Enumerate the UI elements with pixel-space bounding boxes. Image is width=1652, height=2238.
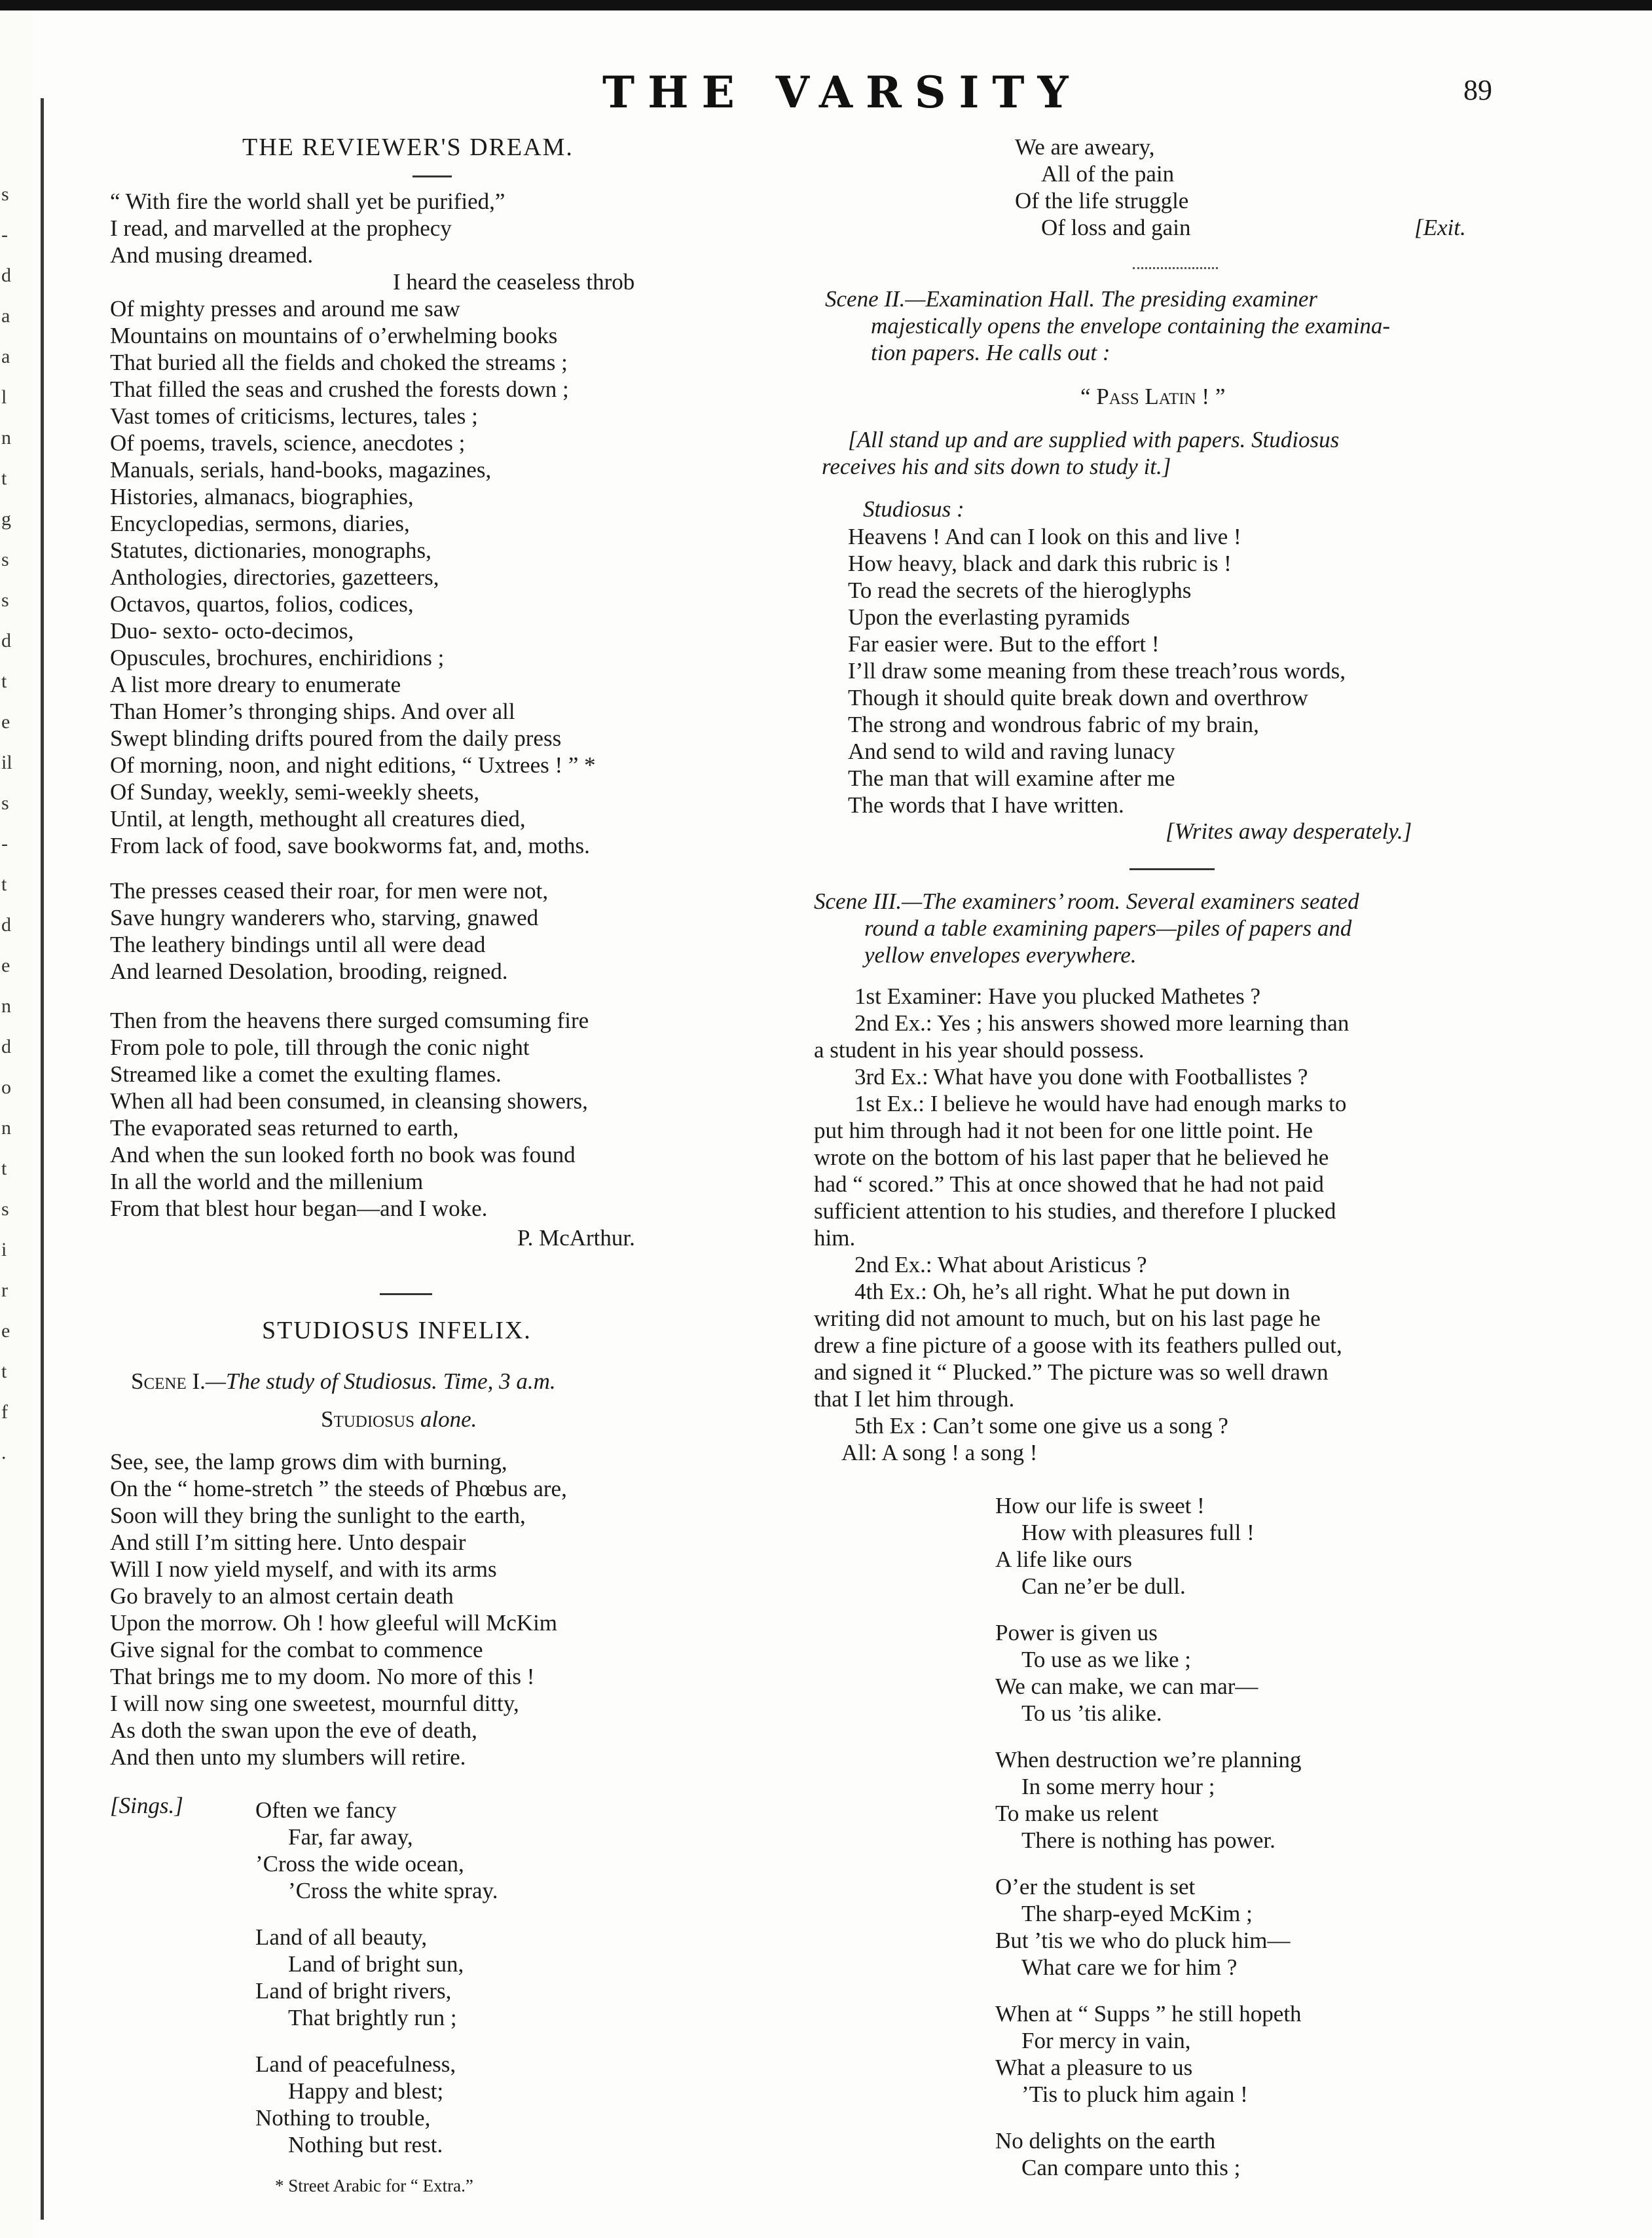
poem-line: Than Homer’s thronging ships. And over all: [110, 699, 515, 724]
margin-fragment: e: [1, 1320, 10, 1342]
song-line: All of the pain: [1041, 161, 1175, 187]
song-line: Land of bright sun,: [288, 1951, 464, 1977]
song-line: There is nothing has power.: [1021, 1827, 1276, 1853]
stage-word: alone.: [420, 1406, 477, 1432]
song-line: We are aweary,: [1015, 134, 1155, 160]
poem-line: Streamed like a comet the exulting flames.: [110, 1061, 502, 1087]
margin-fragments: [1, 183, 21, 1482]
poem-line: Until, at length, methought all creatures died,: [110, 806, 526, 832]
poem-line: That buried all the fields and choked the streams ;: [110, 350, 568, 375]
song-line: How our life is sweet !: [995, 1493, 1205, 1518]
dialogue-line: writing did not amount to much, but on his last page he: [814, 1306, 1321, 1331]
margin-fragment: a: [1, 305, 10, 327]
song-line: The sharp-eyed McKim ;: [1021, 1901, 1253, 1926]
poem-line: Mountains on mountains of o’erwhelming books: [110, 323, 558, 348]
song-line: Happy and blest;: [288, 2078, 444, 2104]
song-line: Can compare unto this ;: [1021, 2155, 1241, 2180]
song-line: To us ’tis alike.: [1021, 1700, 1162, 1726]
scene-heading: round a table examining papers—piles of papers and: [864, 915, 1352, 941]
dialogue-line: All: A song ! a song !: [841, 1440, 1038, 1465]
scene-heading: [131, 1368, 556, 1395]
speech-line: The man that will examine after me: [848, 765, 1175, 791]
poem-line: And musing dreamed.: [110, 242, 314, 268]
speech-line: And still I’m sitting here. Unto despair: [110, 1530, 466, 1555]
speech-line: Far easier were. But to the effort !: [848, 631, 1160, 657]
dialogue-line: and signed it “ Plucked.” The picture was so well drawn: [814, 1359, 1329, 1385]
speech-line: The words that I have written.: [848, 792, 1124, 818]
song-line: For mercy in vain,: [1021, 2028, 1191, 2053]
margin-fragment: s: [1, 792, 9, 814]
scene-description: —The study of Studiosus. Time, 3 a.m.: [205, 1368, 556, 1394]
dialogue-line: 2nd Ex.: What about Aristicus ?: [854, 1252, 1147, 1277]
song-line: Land of bright rivers,: [255, 1978, 452, 2004]
speech-line: Upon the morrow. Oh ! how gleeful will McKim: [110, 1610, 558, 1636]
margin-fragment: n: [1, 1117, 11, 1139]
stage-exit: [Exit.: [1414, 215, 1466, 240]
poem-line: Octavos, quartos, folios, codices,: [110, 591, 414, 617]
stage-direction: receives his and sits down to study it.]: [822, 454, 1171, 479]
page-number: 89: [1463, 74, 1492, 106]
margin-fragment: r: [1, 1279, 8, 1301]
speech-line: Heavens ! And can I look on this and live !: [848, 524, 1241, 549]
dialogue-line: 4th Ex.: Oh, he’s all right. What he put down in: [854, 1279, 1291, 1304]
speech-line: To read the secrets of the hieroglyphs: [848, 578, 1192, 603]
margin-fragment: f: [1, 1401, 8, 1423]
margin-fragment: a: [1, 346, 10, 367]
dialogue-line: 3rd Ex.: What have you done with Footballistes ?: [854, 1064, 1308, 1090]
stage-direction: [All stand up and are supplied with papers. Studiosus: [848, 427, 1340, 452]
scene-heading: majestically opens the envelope containing the examina-: [871, 313, 1391, 339]
margin-fragment: l: [1, 386, 7, 408]
song-line: To use as we like ;: [1021, 1647, 1192, 1672]
song-line: Of the life struggle: [1015, 188, 1189, 213]
song-line: What a pleasure to us: [995, 2055, 1193, 2080]
margin-fragment: -: [1, 224, 8, 246]
poem-line: And learned Desolation, brooding, reigned.: [110, 959, 508, 984]
section-divider: [1133, 267, 1218, 269]
poem-line: From that blest hour began—and I woke.: [110, 1196, 488, 1221]
poem-title: THE REVIEWER'S DREAM.: [242, 134, 574, 161]
margin-fragment: t: [1, 1361, 7, 1382]
margin-fragment: g: [1, 508, 11, 530]
speech-line: And send to wild and raving lunacy: [848, 739, 1175, 764]
song-line: O’er the student is set: [995, 1874, 1196, 1899]
poem-line: When all had been consumed, in cleansing showers,: [110, 1088, 588, 1114]
scene-label: Scene I.: [131, 1368, 206, 1394]
margin-fragment: d: [1, 914, 11, 936]
poem-line: Duo- sexto- octo-decimos,: [110, 618, 354, 644]
margin-fragment: n: [1, 427, 11, 449]
scene-heading: tion papers. He calls out :: [871, 340, 1111, 365]
margin-fragment: t: [1, 468, 7, 489]
song-line: We can make, we can mar—: [995, 1674, 1258, 1699]
binding-gutter-line: [41, 98, 44, 2220]
dialogue-line: 2nd Ex.: Yes ; his answers showed more learning than: [854, 1010, 1349, 1036]
speech-line: That brings me to my doom. No more of this !: [110, 1664, 535, 1689]
poem-line: In all the world and the millenium: [110, 1169, 424, 1194]
poem-line: The leathery bindings until all were dead: [110, 932, 486, 957]
dialogue-line: 5th Ex : Can’t some one give us a song ?: [854, 1413, 1228, 1439]
margin-fragment: o: [1, 1076, 11, 1098]
poem-line: That filled the seas and crushed the forests down ;: [110, 376, 569, 402]
margin-fragment: d: [1, 265, 11, 286]
poem-line: Histories, almanacs, biographies,: [110, 484, 414, 509]
poem-line: Vast tomes of criticisms, lectures, tales ;: [110, 403, 478, 429]
speech-line: How heavy, black and dark this rubric is !: [848, 551, 1232, 576]
dialogue-line: sufficient attention to his studies, and therefore I plucked: [814, 1198, 1336, 1224]
margin-fragment: e: [1, 955, 10, 976]
poem-line: From lack of food, save bookworms fat, and, moths.: [110, 833, 590, 858]
song-line: Often we fancy: [255, 1797, 397, 1823]
speech-line: Will I now yield myself, and with its arms: [110, 1556, 497, 1582]
speech-line: See, see, the lamp grows dim with burning,: [110, 1449, 507, 1475]
margin-fragment: -: [1, 833, 8, 854]
margin-fragment: t: [1, 670, 7, 692]
footnote: * Street Arabic for “ Extra.”: [275, 2176, 473, 2195]
margin-fragment: s: [1, 549, 9, 570]
poem-line: Swept blinding drifts poured from the daily press: [110, 725, 562, 751]
margin-fragment: s: [1, 589, 9, 611]
song-line: When destruction we’re planning: [995, 1747, 1302, 1772]
speech-line: The strong and wondrous fabric of my brain,: [848, 712, 1259, 737]
scene-heading: yellow envelopes everywhere.: [864, 942, 1137, 968]
poem-author: P. McArthur.: [517, 1225, 635, 1251]
song-line: ’Cross the wide ocean,: [255, 1851, 464, 1877]
margin-fragment: t: [1, 873, 7, 895]
song-line: A life like ours: [995, 1547, 1132, 1572]
dialogue-line: 1st Ex.: I believe he would have had enough marks to: [854, 1091, 1347, 1116]
exam-call: “ Pass Latin ! ”: [1080, 384, 1226, 409]
scene-heading: Scene II.—Examination Hall. The presiding examiner: [825, 286, 1318, 312]
section-divider: [380, 1293, 432, 1295]
margin-fragment: il: [1, 752, 12, 773]
stage-direction: [Writes away desperately.]: [1166, 818, 1412, 844]
poem-line: “ With fire the world shall yet be purified,”: [110, 189, 505, 214]
speech-line: And then unto my slumbers will retire.: [110, 1744, 466, 1770]
poem-line: Statutes, dictionaries, monographs,: [110, 538, 431, 563]
song-line: But ’tis we who do pluck him—: [995, 1928, 1291, 1953]
poem-line: A list more dreary to enumerate: [110, 672, 401, 697]
section-divider: [413, 175, 452, 177]
speaker-name: Studiosus :: [863, 496, 964, 522]
song-line: When at “ Supps ” he still hopeth: [995, 2001, 1302, 2027]
poem-line: Save hungry wanderers who, starving, gnawed: [110, 905, 539, 930]
dialogue-line: put him through had it not been for one little point. He: [814, 1118, 1313, 1143]
speech-line: As doth the swan upon the eve of death,: [110, 1717, 477, 1743]
margin-fragment: e: [1, 711, 10, 733]
song-line: Of loss and gain: [1041, 215, 1191, 240]
poem-line: The evaporated seas returned to earth,: [110, 1115, 459, 1141]
song-line: ’Tis to pluck him again !: [1021, 2082, 1248, 2107]
dialogue-line: that I let him through.: [814, 1386, 1015, 1412]
dialogue-line: a student in his year should possess.: [814, 1037, 1145, 1063]
stage-direction-sings: [Sings.]: [110, 1793, 183, 1818]
speech-line: Give signal for the combat to commence: [110, 1637, 483, 1662]
dialogue-line: had “ scored.” This at once showed that he had not paid: [814, 1171, 1324, 1197]
speech-line: I’ll draw some meaning from these treach’rous words,: [848, 658, 1346, 684]
speech-line: On the “ home-stretch ” the steeds of Phœbus are,: [110, 1476, 567, 1501]
dialogue-line: drew a fine picture of a goose with its feathers pulled out,: [814, 1332, 1342, 1358]
poem-line: Manuals, serials, hand-books, magazines,: [110, 457, 492, 483]
dialogue-line: 1st Examiner: Have you plucked Mathetes ?: [854, 983, 1261, 1009]
song-line: Far, far away,: [288, 1824, 413, 1850]
dialogue-line: him.: [814, 1225, 856, 1251]
song-line: Can ne’er be dull.: [1021, 1573, 1186, 1599]
margin-fragment: s: [1, 1198, 9, 1220]
play-title: STUDIOSUS INFELIX.: [262, 1317, 532, 1344]
margin-fragment: n: [1, 995, 11, 1017]
speech-line: Go bravely to an almost certain death: [110, 1583, 454, 1609]
poem-line: Encyclopedias, sermons, diaries,: [110, 511, 410, 536]
song-line: In some merry hour ;: [1021, 1774, 1215, 1799]
song-line: Land of all beauty,: [255, 1924, 428, 1950]
margin-fragment: s: [1, 183, 9, 205]
song-line: Power is given us: [995, 1620, 1158, 1645]
masthead-title: THE VARSITY: [602, 67, 1082, 118]
speech-line: Upon the everlasting pyramids: [848, 604, 1130, 630]
scan-top-border: [0, 0, 1652, 10]
song-line: No delights on the earth: [995, 2128, 1216, 2154]
speech-line: I will now sing one sweetest, mournful ditty,: [110, 1691, 519, 1716]
stage-direction: [321, 1406, 477, 1433]
song-line: Land of peacefulness,: [255, 2051, 456, 2077]
margin-fragment: d: [1, 630, 11, 651]
poem-line: Of poems, travels, science, anecdotes ;: [110, 430, 466, 456]
margin-fragment: d: [1, 1036, 11, 1057]
poem-line: Anthologies, directories, gazetteers,: [110, 564, 439, 590]
poem-line: From pole to pole, till through the conic night: [110, 1035, 530, 1060]
poem-line: The presses ceased their roar, for men were not,: [110, 878, 549, 904]
song-line: To make us relent: [995, 1801, 1159, 1826]
poem-line: Opuscules, brochures, enchiridions ;: [110, 645, 445, 670]
poem-line: Then from the heavens there surged comsuming fire: [110, 1008, 589, 1033]
poem-line: Of Sunday, weekly, semi-weekly sheets,: [110, 779, 480, 805]
margin-fragment: t: [1, 1158, 7, 1179]
poem-line: And when the sun looked forth no book was found: [110, 1142, 576, 1167]
song-line: How with pleasures full !: [1021, 1520, 1255, 1545]
speech-line: Soon will they bring the sunlight to the earth,: [110, 1503, 526, 1528]
poem-line: I read, and marvelled at the prophecy: [110, 215, 452, 241]
margin-fragment: .: [1, 1442, 7, 1463]
song-line: Nothing but rest.: [288, 2132, 443, 2157]
speech-line: Though it should quite break down and overthrow: [848, 685, 1308, 710]
margin-fragment: i: [1, 1239, 7, 1260]
scene-heading: Scene III.—The examiners’ room. Several examiners seated: [814, 889, 1359, 914]
song-line: What care we for him ?: [1021, 1954, 1238, 1980]
poem-line: I heard the ceaseless throb: [393, 269, 635, 295]
poem-line: Of mighty presses and around me saw: [110, 296, 460, 321]
poem-line: Of morning, noon, and night editions, “ Uxtrees ! ” *: [110, 752, 596, 778]
song-line: Nothing to trouble,: [255, 2105, 431, 2131]
song-line: That brightly run ;: [288, 2005, 457, 2030]
section-divider: [1129, 868, 1215, 870]
character-name: Studiosus: [321, 1406, 420, 1432]
dialogue-line: wrote on the bottom of his last paper that he believed he: [814, 1145, 1329, 1170]
song-line: ’Cross the white spray.: [288, 1878, 498, 1903]
